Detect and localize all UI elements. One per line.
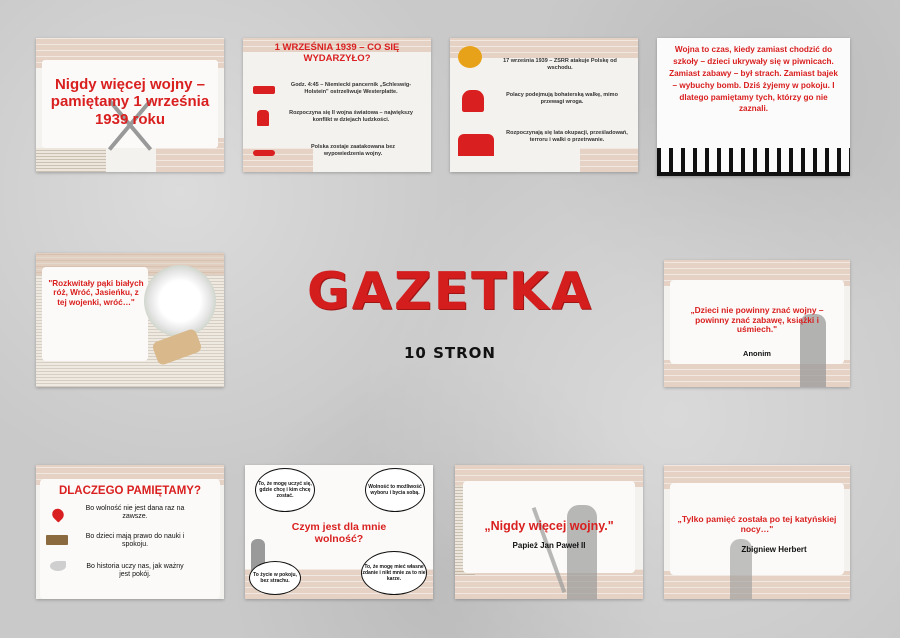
- page-2-item-1: Godz. 4:45 – Niemiecki pancernik „Schleswig-Holstein" ostrzeliwuje Westerplatte.: [290, 82, 412, 96]
- soldier-icon: [257, 110, 269, 126]
- page-3-item-3: Rozpoczynają się lata okupacji, prześladowań, terroru i walki o przetrwanie.: [506, 130, 628, 144]
- explosion-icon: [458, 46, 482, 68]
- main-subtitle: 10 STRON: [404, 344, 496, 362]
- page-7-title: DLACZEGO PAMIĘTAMY?: [58, 485, 202, 497]
- page-10-author: Zbigniew Herbert: [741, 545, 807, 554]
- page-10: [664, 465, 850, 599]
- page-8: [245, 465, 433, 599]
- page-10-quote: „Tylko pamięć została po tej katyńskiej nocy…": [677, 514, 837, 534]
- page-2-title: 1 WRZEŚNIA 1939 – CO SIĘ WYDARZYŁO?: [274, 42, 400, 64]
- plane-icon: [253, 150, 275, 156]
- page-7-item-1: Bo wolność nie jest dana raz na zawsze.: [85, 505, 185, 521]
- page-9: [455, 465, 643, 599]
- tank-icon: [253, 86, 275, 94]
- page-7-item-3: Bo historia uczy nas, jak ważny jest pokój.: [86, 563, 184, 579]
- page-8-bubble-2: Wolność to możliwość wyboru i bycia sobą.: [365, 468, 425, 512]
- page-5-quote: "Rozkwitały pąki białych róż, Wróć, Jasieńku, z tej wojenki, wróć…": [48, 279, 144, 307]
- page-2: [243, 38, 431, 172]
- page-2-item-2: Rozpoczyna się II wojna światowa – największy konflikt w dziejach ludzkości.: [289, 110, 413, 124]
- page-6-quote: „Dzieci nie powinny znać wojny – powinny znać zabawę, książki i uśmiech.": [690, 305, 824, 335]
- soldiers-icon: [462, 90, 484, 112]
- page-6: [664, 260, 850, 387]
- page-8-bubble-1: To, że mogę uczyć się, gdzie chcę i kim chcę zostać.: [255, 468, 315, 512]
- page-8-bubble-4: To, że mogę mieć własne zdanie i nikt mnie za to nie karze.: [361, 551, 427, 595]
- page-9-quote: „Nigdy więcej wojny.": [484, 519, 614, 533]
- page-2-item-3: Polska zostaje zaatakowana bez wypowiedzenia wojny.: [310, 144, 396, 158]
- page-4-text: Wojna to czas, kiedy zamiast chodzić do szkoły – dzieci ukrywały się w piwnicach. Zamiast zabawy – był strach. Zamiast bajek – wybuchy bomb. Dziś żyjemy w pokoju. I dlatego pamiętamy tych, którzy go nie zaznali.: [669, 45, 838, 114]
- page-4: [657, 38, 850, 176]
- page-1: [36, 38, 224, 172]
- page-8-title: Czym jest dla mnie wolność?: [291, 521, 387, 546]
- white-rose-icon: [144, 265, 216, 337]
- page-8-bubble-3: To życie w pokoju, bez strachu.: [249, 561, 301, 595]
- army-icon: [458, 134, 494, 156]
- dove-icon: [50, 561, 66, 571]
- page-5: [36, 253, 224, 387]
- soldiers-silhouette-icon: [657, 148, 850, 176]
- main-title: GAZETKA: [306, 262, 594, 322]
- page-3-item-2: Polacy podejmują bohaterską walkę, mimo przewagi wroga.: [506, 92, 618, 106]
- books-icon: [46, 535, 68, 545]
- page-6-author: Anonim: [743, 349, 771, 358]
- page-3: [450, 38, 638, 172]
- page-3-item-1: 17 września 1939 – ZSRR atakuje Polskę od wschodu.: [503, 58, 617, 72]
- page-7-item-2: Bo dzieci mają prawo do nauki i spokoju.: [85, 533, 185, 549]
- page-1-title: Nigdy więcej wojny – pamiętamy 1 września 1939 roku: [50, 76, 210, 128]
- page-9-author: Papież Jan Paweł II: [512, 541, 586, 550]
- page-7: [36, 465, 224, 599]
